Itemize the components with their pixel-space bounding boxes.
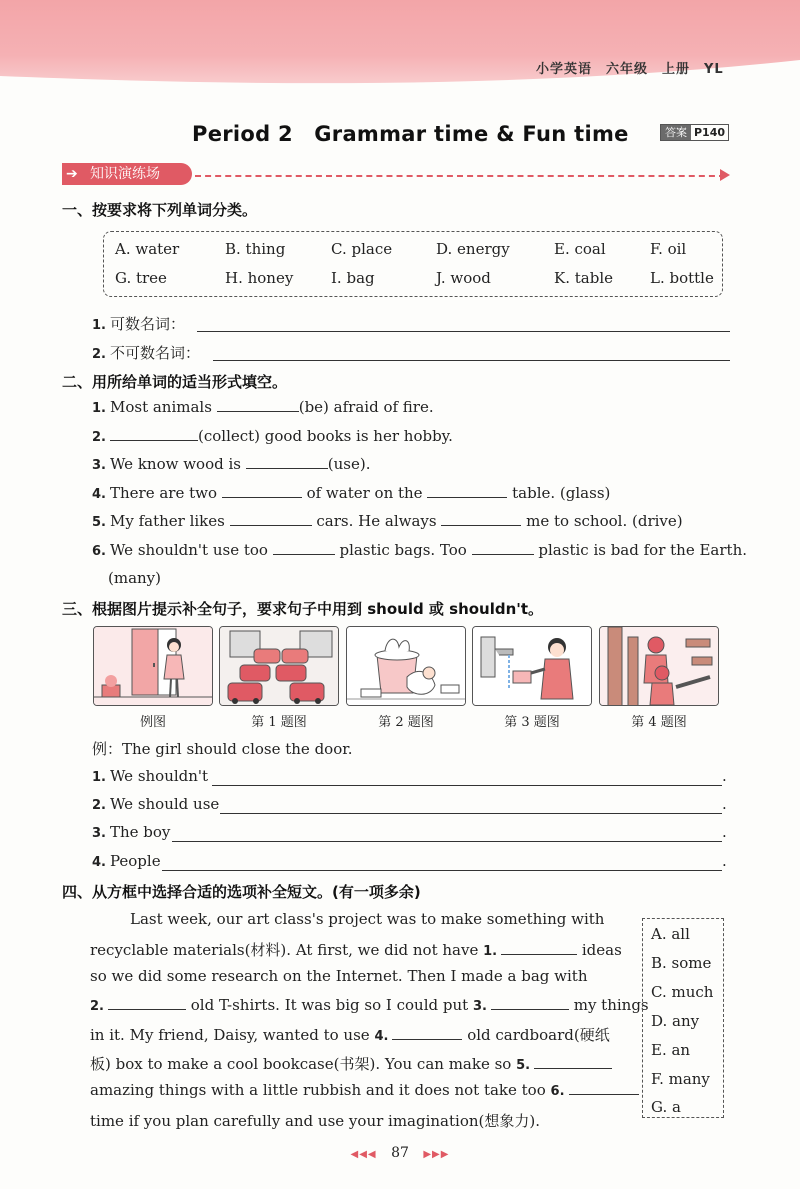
- blank-number: 1.: [483, 944, 498, 959]
- q-text: (collect) good books is her hobby.: [197, 427, 453, 445]
- word-option: C. place: [331, 240, 393, 258]
- book-label: 小学英语 六年级 上册 YL: [536, 62, 724, 77]
- fill-blank[interactable]: [491, 996, 569, 1010]
- q-text: We know wood is: [109, 455, 241, 473]
- q-number: 3.: [92, 458, 106, 473]
- picture-caption: 第 4 题图: [631, 715, 687, 730]
- q-text: me to school. (drive): [526, 512, 683, 530]
- part2-q4: [92, 484, 610, 502]
- q-number: 2.: [92, 430, 106, 445]
- passage-text: old T-shirts. It was big so I could put: [190, 996, 469, 1014]
- word-option: J. wood: [436, 269, 491, 287]
- q-text: Most animals: [109, 398, 212, 416]
- q-number: 4.: [92, 855, 106, 870]
- fill-blank[interactable]: [392, 1026, 462, 1040]
- passage-text: so we did some research on the Internet. Then I made a bag with: [90, 967, 588, 985]
- options-box: [642, 918, 724, 1118]
- q-text: 不可数名词：: [109, 344, 200, 362]
- fill-blank[interactable]: [246, 455, 328, 469]
- passage-line: [90, 910, 630, 928]
- period: .: [722, 767, 727, 785]
- passage-text: ideas: [581, 941, 622, 959]
- q-text: plastic bags. Too: [339, 541, 467, 559]
- period: .: [722, 823, 727, 841]
- fill-blank[interactable]: [273, 541, 335, 555]
- answer-line[interactable]: [220, 813, 722, 814]
- q-text: There are two: [109, 484, 217, 502]
- part2-q5: [92, 512, 683, 530]
- passage-text: in it. My friend, Daisy, wanted to use: [90, 1026, 370, 1044]
- q-number: 2.: [92, 347, 106, 362]
- passage-line: [90, 939, 630, 960]
- q-number: 4.: [92, 487, 106, 502]
- part2-q1: [92, 398, 434, 416]
- q-text: People: [109, 852, 161, 870]
- q-number: 2.: [92, 798, 106, 813]
- option: D. any: [651, 1012, 700, 1030]
- word-option: A. water: [115, 240, 180, 258]
- answer-tag-page: P140: [694, 126, 726, 139]
- picture-q2: [346, 626, 466, 706]
- q-number: 5.: [92, 515, 106, 530]
- period: .: [722, 852, 727, 870]
- option: C. much: [651, 983, 714, 1001]
- word-option: D. energy: [436, 240, 510, 258]
- answer-line[interactable]: [172, 841, 722, 842]
- badge-arrow-icon: ➔: [66, 166, 78, 182]
- picture-example: [93, 626, 213, 706]
- option: A. all: [651, 925, 690, 943]
- part2-q3: [92, 455, 370, 473]
- part2-q2: [92, 427, 453, 445]
- fill-blank[interactable]: [110, 427, 198, 441]
- fill-blank[interactable]: [217, 398, 299, 412]
- fill-blank[interactable]: [569, 1081, 639, 1095]
- page-footer: [320, 1145, 480, 1161]
- word-option: I. bag: [331, 269, 375, 287]
- blank-number: 3.: [472, 999, 487, 1014]
- passage-line: [90, 1081, 630, 1099]
- picture-caption: 第 2 题图: [378, 715, 434, 730]
- part3-q1: [92, 767, 208, 785]
- passage-line: [90, 1110, 630, 1131]
- section-badge-label: 知识演练场: [90, 166, 160, 182]
- word-option: G. tree: [115, 269, 167, 287]
- answer-tag: [660, 124, 729, 141]
- q-text: My father likes: [109, 512, 225, 530]
- picture-caption: 例图: [139, 715, 166, 730]
- q-text: of water on the: [306, 484, 423, 502]
- q-text: (be) afraid of fire.: [298, 398, 434, 416]
- next-arrows-icon: ▶▶▶: [423, 1149, 450, 1160]
- word-option: L. bottle: [650, 269, 714, 287]
- passage-text: time if you plan carefully and use your imagination(想象力).: [90, 1112, 540, 1130]
- q-text: The boy: [109, 823, 171, 841]
- passage-line: [90, 967, 630, 985]
- period: .: [722, 795, 727, 813]
- answer-tag-key: 答案: [661, 125, 691, 140]
- fill-blank[interactable]: [108, 996, 186, 1010]
- word-option: E. coal: [554, 240, 606, 258]
- part4-heading: 四、从方框中选择合适的选项补全短文。(有一项多余): [62, 883, 421, 901]
- word-option: K. table: [554, 269, 613, 287]
- picture-q1: [219, 626, 339, 706]
- blank-number: 5.: [516, 1058, 531, 1073]
- part3-q2: [92, 795, 219, 813]
- q-text: We should use: [109, 795, 220, 813]
- passage-text: amazing things with a little rubbish and it does not take too: [90, 1081, 546, 1099]
- q-text: plastic is bad for the Earth.: [538, 541, 747, 559]
- picture-caption: 第 3 题图: [504, 715, 560, 730]
- answer-line[interactable]: [212, 785, 722, 786]
- passage-text: Last week, our art class's project was to make something with: [130, 910, 605, 928]
- passage-line: [90, 996, 649, 1014]
- q-text: 可数名词：: [109, 315, 185, 333]
- fill-blank[interactable]: [534, 1055, 612, 1069]
- q-text: table. (glass): [512, 484, 611, 502]
- word-option: F. oil: [650, 240, 687, 258]
- part3-q3: [92, 823, 170, 841]
- blank-number: 6.: [550, 1084, 565, 1099]
- picture-q3: [472, 626, 592, 706]
- picture-q4: [599, 626, 719, 706]
- fill-blank[interactable]: [501, 941, 577, 955]
- q-text: (use).: [327, 455, 371, 473]
- q-number: 3.: [92, 826, 106, 841]
- q-text: We shouldn't use too: [109, 541, 268, 559]
- picture-caption: 第 1 题图: [251, 715, 307, 730]
- word-option: H. honey: [225, 269, 294, 287]
- divider-arrow-icon: [720, 169, 730, 181]
- part1-q2: [92, 342, 200, 363]
- q-number: 1.: [92, 770, 106, 785]
- part1-q1: [92, 313, 185, 334]
- part3-q4: [92, 852, 161, 870]
- q-number: 1.: [92, 318, 106, 333]
- fill-blank[interactable]: [230, 512, 312, 526]
- page-title: Period 2 Grammar time & Fun time: [192, 122, 629, 146]
- passage-line: [90, 1053, 630, 1074]
- part3-example: 例：The girl should close the door.: [92, 740, 353, 758]
- q-text: cars. He always: [316, 512, 437, 530]
- prev-arrows-icon: ◀◀◀: [350, 1149, 377, 1160]
- fill-blank[interactable]: [427, 484, 507, 498]
- option: E. an: [651, 1041, 691, 1059]
- passage-line: [90, 1024, 630, 1045]
- fill-blank[interactable]: [441, 512, 521, 526]
- word-option: B. thing: [225, 240, 286, 258]
- option: G. a: [651, 1098, 681, 1116]
- part2-q6: [92, 541, 747, 559]
- option: B. some: [651, 954, 712, 972]
- blank-number: 2.: [90, 999, 104, 1014]
- passage-text: 板) box to make a cool bookcase(书架). You can make so: [90, 1055, 512, 1073]
- blank-number: 4.: [374, 1029, 389, 1044]
- page-number: 87: [391, 1145, 409, 1161]
- answer-line[interactable]: [213, 360, 730, 361]
- part2-q6-cont: (many): [108, 569, 162, 587]
- q-text: We shouldn't: [109, 767, 209, 785]
- option: F. many: [651, 1070, 710, 1088]
- answer-line[interactable]: [197, 331, 730, 332]
- part3-heading: 三、根据图片提示补全句子，要求句子中用到 should 或 shouldn't。: [62, 600, 544, 618]
- answer-line[interactable]: [162, 870, 722, 871]
- part1-heading: 一、按要求将下列单词分类。: [62, 201, 258, 219]
- fill-blank[interactable]: [472, 541, 534, 555]
- q-number: 6.: [92, 544, 106, 559]
- part2-heading: 二、用所给单词的适当形式填空。: [62, 373, 288, 391]
- fill-blank[interactable]: [222, 484, 302, 498]
- passage-text: recyclable materials(材料). At first, we did not have: [90, 941, 479, 959]
- section-badge: [62, 163, 192, 185]
- passage-text: old cardboard(硬纸: [467, 1026, 610, 1044]
- q-number: 1.: [92, 401, 106, 416]
- section-divider: [195, 175, 725, 177]
- word-box: [103, 231, 723, 297]
- passage-text: my things: [573, 996, 649, 1014]
